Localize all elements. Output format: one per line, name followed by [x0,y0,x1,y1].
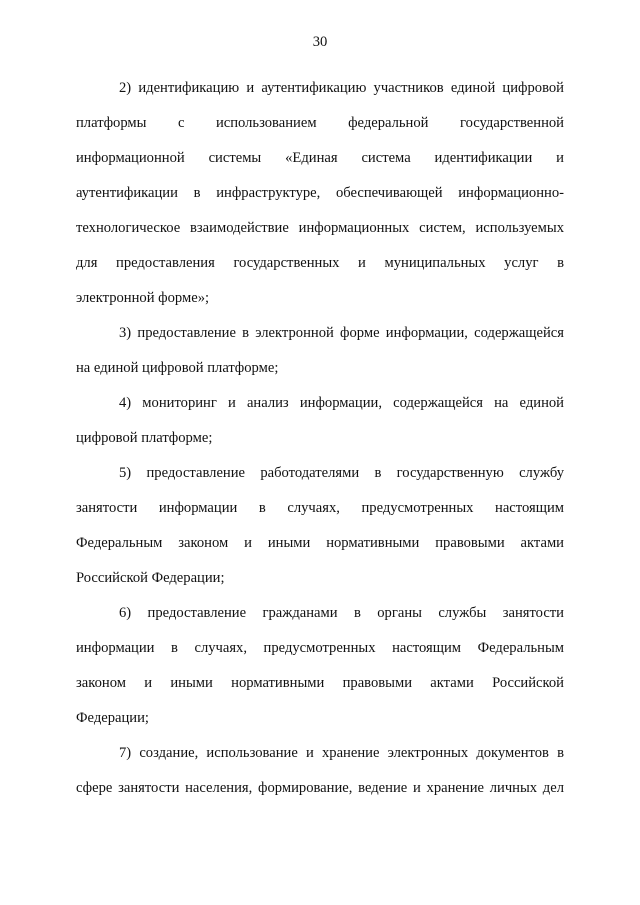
text-line: 5) предоставление работодателями в государственную службу [119,465,564,481]
paragraph-item-4 [76,386,564,456]
text-line: Российской Федерации; [76,570,225,586]
paragraph-item-5 [76,456,564,596]
text-line: занятости информации в случаях, предусмотренных настоящим [76,500,564,516]
text-line: электронной форме»; [76,290,210,306]
paragraph-item-2 [76,71,564,316]
text-line: информационной системы «Единая система идентификации и [76,150,564,166]
text-line: 4) мониторинг и анализ информации, содержащейся на единой [119,395,564,411]
paragraph-item-6 [76,596,564,736]
text-line: законом и иными нормативными правовыми актами Российской [76,675,564,691]
text-line: 3) предоставление в электронной форме информации, содержащейся [119,325,564,341]
document-body [76,71,564,806]
paragraph-item-7 [76,736,564,806]
text-line: на единой цифровой платформе; [76,360,279,376]
text-line: для предоставления государственных и муниципальных услуг в [76,255,564,271]
text-line: цифровой платформе; [76,430,213,446]
text-line: 6) предоставление гражданами в органы службы занятости [119,605,564,621]
text-line: 7) создание, использование и хранение электронных документов в [119,745,564,761]
text-line: платформы с использованием федеральной государственной [76,115,564,131]
text-line: 2) идентификацию и аутентификацию участников единой цифровой [119,80,564,96]
paragraph-item-3 [76,316,564,386]
text-line: технологическое взаимодействие информационных систем, используемых [76,220,564,236]
text-line: информации в случаях, предусмотренных настоящим Федеральным [76,640,564,656]
page-number: 30 [312,34,328,50]
text-line: аутентификации в инфраструктуре, обеспечивающей информационно- [76,185,564,201]
text-line: Федеральным законом и иными нормативными правовыми актами [76,535,564,551]
text-line: сфере занятости населения, формирование, ведение и хранение личных дел [76,780,564,796]
text-line: Федерации; [76,710,149,726]
